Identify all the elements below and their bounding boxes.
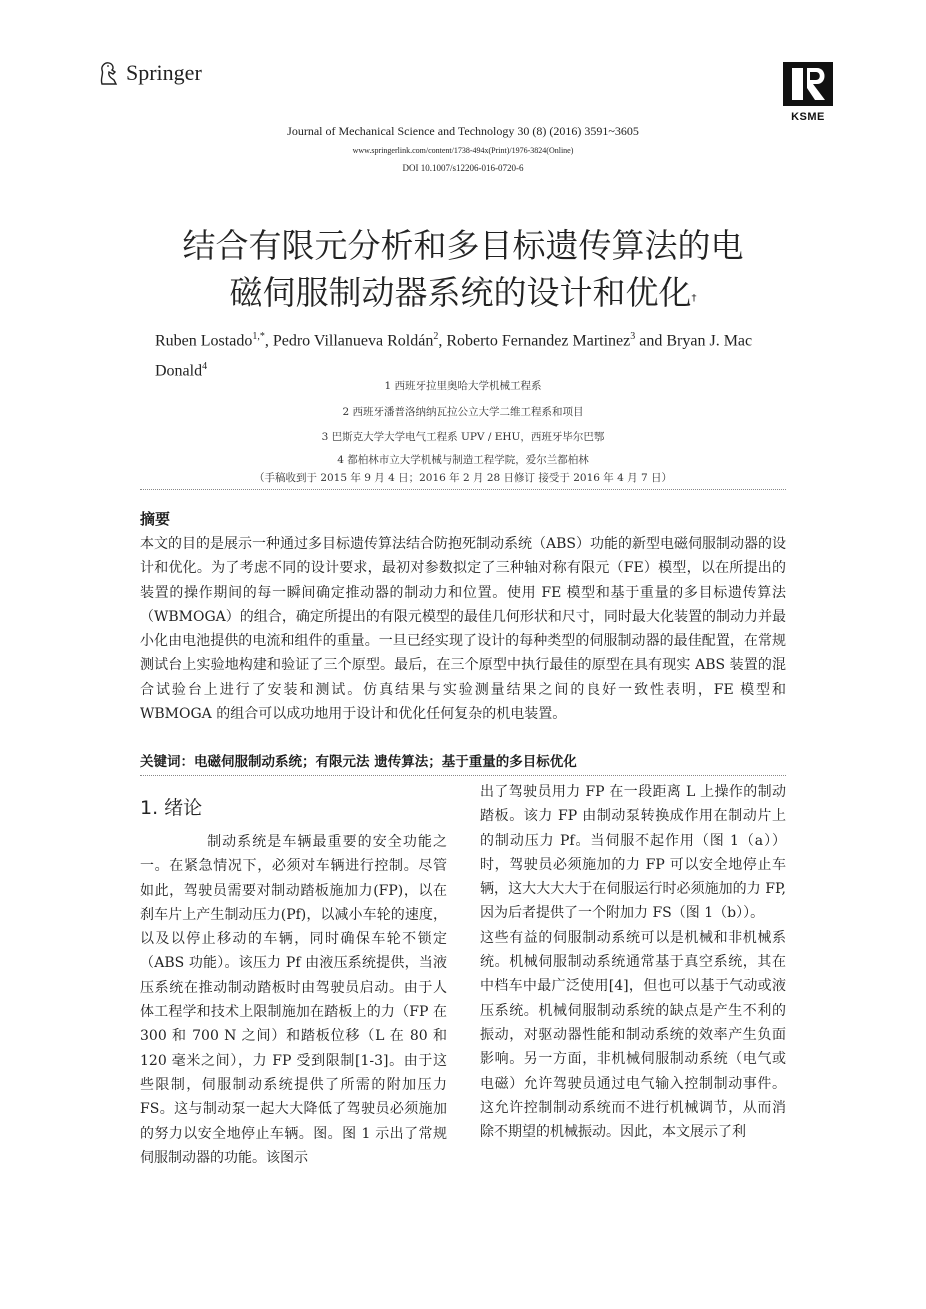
author-list <box>155 324 795 385</box>
intro-paragraph-1: 制动系统是车辆最重要的安全功能之一。在紧急情况下，必须对车辆进行控制。尽管如此，驾驶员需要对制动踏板施加力(FP)，以在刹车片上产生制动压力(Pf)，以减小车轮的速度，以及以停止移动的车辆，同时确保车轮不锁定（ABS 功能）。该压力 Pf 由液压系统提供，当液压系统在推动制动踏板时由驾驶员启动。由于人体工程学和技术上限制施加在踏板上的力（FP 在 300 和 700 N 之间）和踏板位移（L 在 80 和 120 毫米之间），力 FP 受到限制[1-3]。由于这些限制，伺服制动系统提供了所需的附加压力 FS。这与制动泵一起大大降低了驾驶员必须施加的努力以安全地停止车辆。图。图 1 示出了常规伺服制动器的功能。该图示 <box>140 834 447 1166</box>
title-line-2: 磁伺服制动器系统的设计和优化 <box>229 273 692 312</box>
keywords: 关键词：电磁伺服制动系统；有限元法 遗传算法；基于重量的多目标优化 <box>140 754 577 770</box>
ksme-logo <box>783 62 833 123</box>
springer-horse-icon <box>96 60 120 86</box>
journal-weblink: www.springerlink.com/content/1738-494x(Print)/1976-3824(Online) <box>352 146 574 155</box>
section-1-title: 1. 绪论 <box>140 797 203 819</box>
springer-logo <box>96 60 202 86</box>
author-2-sup: 2 <box>433 331 439 342</box>
title-line-1: 结合有限元分析和多目标遗传算法的电 <box>182 226 744 265</box>
affiliation-1: 1 西班牙拉里奥哈大学机械工程系 <box>384 380 542 392</box>
paper-title <box>80 222 846 316</box>
abstract-heading: 摘要 <box>140 510 171 528</box>
received-dates: （手稿收到于 2015 年 9 月 4 日；2016 年 2 月 28 日修订 接受于 2016 年 4 月 7 日） <box>253 472 672 484</box>
author-4: and Bryan J. Mac Donald <box>155 332 753 380</box>
author-4-sup: 4 <box>202 361 208 373</box>
left-column <box>140 830 447 1170</box>
author-3: , Roberto Fernandez Martinez <box>438 332 631 350</box>
author-3-sup: 3 <box>630 331 636 342</box>
ksme-label: KSME <box>791 111 825 123</box>
doi: DOI 10.1007/s12206-016-0720-6 <box>402 163 524 173</box>
divider-top <box>140 489 786 490</box>
intro-paragraph-2: 这些有益的伺服制动系统可以是机械和非机械系统。机械伺服制动系统通常基于真空系统，其在中档车中最广泛使用[4]，但也可以基于气动或液压系统。机械伺服制动系统的缺点是产生不利的振动，对驱动器性能和制动系统的效率产生负面影响。另一方面，非机械伺服制动系统（电气或电磁）允许驾驶员通过电气输入控制制动事件。这允许控制制动系统而不进行机械调节，从而消除不期望的机械振动。因此，本文展示了利 <box>480 929 786 1141</box>
right-column <box>480 780 786 1144</box>
affiliation-3: 3 巴斯克大学大学电气工程系 UPV / EHU，西班牙毕尔巴鄂 <box>321 431 605 443</box>
intro-paragraph-1-cont: 出了驾驶员用力 FP 在一段距离 L 上操作的制动踏板。该力 FP 由制动泵转换成作用在制动片上的制动压力 Pf。当伺服不起作用（图 1（a））时，驾驶员必须施加的力 FP 可以安全地停止车辆，这大大大大于在伺服运行时必须施加的力 FP,因为后者提供了一个附加力 FS（图 1（b））。 <box>480 784 786 922</box>
journal-citation: Journal of Mechanical Science and Technology 30 (8) (2016) 3591~3605 <box>287 124 639 138</box>
affiliation-2: 2 西班牙潘普洛纳纳瓦拉公立大学二维工程系和项目 <box>342 406 584 418</box>
author-1: Ruben Lostado <box>155 332 253 350</box>
affiliation-4: 4 都柏林市立大学机械与制造工程学院，爱尔兰都柏林 <box>337 454 589 466</box>
author-1-sup: 1,* <box>252 331 265 342</box>
publisher-name: Springer <box>126 60 202 85</box>
author-2: , Pedro Villanueva Roldán <box>264 332 434 350</box>
divider-bottom <box>140 775 786 776</box>
ksme-emblem-icon <box>783 62 833 106</box>
title-footnote-mark: † <box>691 293 697 304</box>
abstract-body: 本文的目的是展示一种通过多目标遗传算法结合防抱死制动系统（ABS）功能的新型电磁伺服制动器的设计和优化。为了考虑不同的设计要求，最初对参数拟定了三种轴对称有限元（FE）模型，以在所提出的装置的操作期间的每一瞬间确定推动器的制动力和位置。使用 FE 模型和基于重量的多目标遗传算法（WBMOGA）的组合，确定所提出的有限元模型的最佳几何形状和尺寸，同时最大化装置的制动力并最小化由电池提供的电流和组件的重量。一旦已经实现了设计的每种类型的伺服制动器的最佳配置，在常规测试台上实验地构建和验证了三个原型。最后，在三个原型中执行最佳的原型在具有现实 ABS 装置的混合试验台上进行了安装和测试。仿真结果与实验测量结果之间的良好一致性表明，FE 模型和 WBMOGA 的组合可以成功地用于设计和优化任何复杂的机电装置。 <box>140 536 786 723</box>
